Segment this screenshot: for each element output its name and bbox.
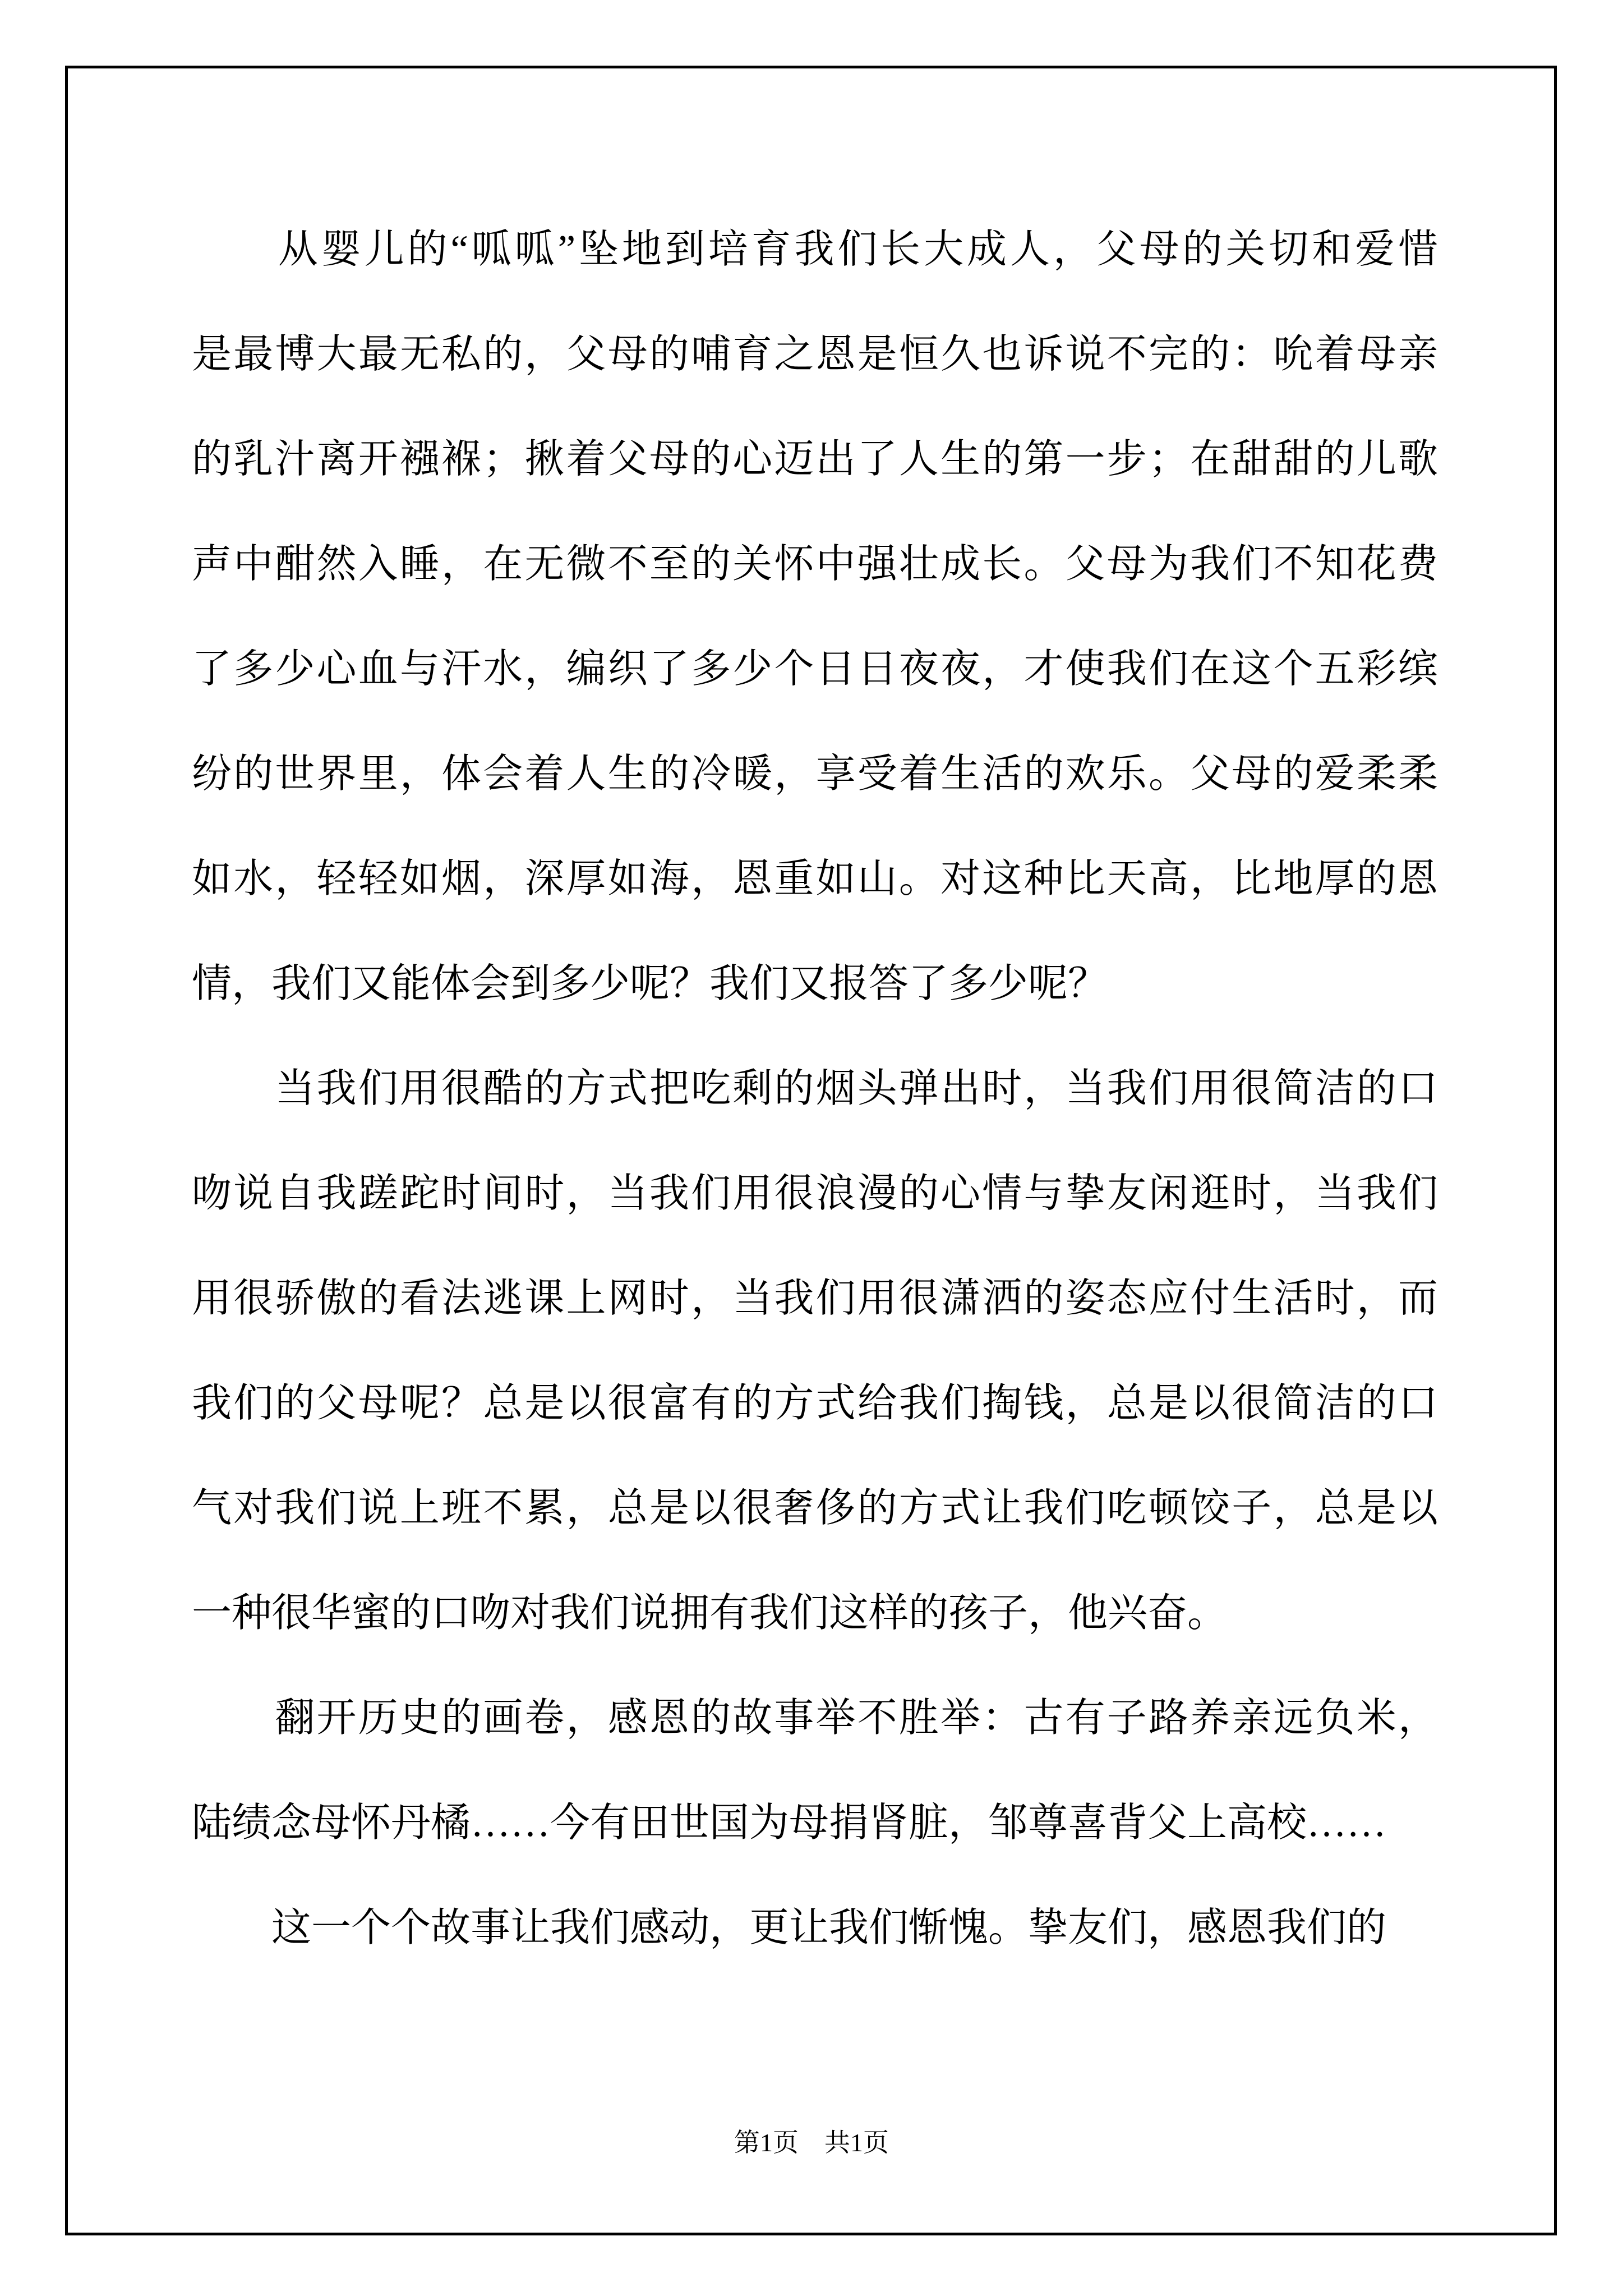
document-body (192, 197, 1438, 1981)
text-line: 吻说自我蹉跎时间时，当我们用很浪漫的心情与挚友闲逛时，当我们 (192, 1172, 1438, 1216)
text-line: 的乳汁离开襁褓；揪着父母的心迈出了人生的第一步；在甜甜的儿歌 (192, 438, 1438, 481)
text-line: 一种很华蜜的口吻对我们说拥有我们这样的孩子，他兴奋。 (192, 1591, 1228, 1635)
text-line: 当我们用很酷的方式把吃剩的烟头弹出时，当我们用很简洁的口 (192, 1067, 1438, 1111)
text-line: 气对我们说上班不累，总是以很奢侈的方式让我们吃顿饺子，总是以 (192, 1487, 1438, 1530)
text-line: 了多少心血与汗水，编织了多少个日日夜夜，才使我们在这个五彩缤 (192, 647, 1438, 691)
text-line: 陆绩念母怀丹橘……今有田世国为母捐肾脏，邹尊喜背父上高校…… (192, 1801, 1387, 1845)
text-line: 声中酣然入睡，在无微不至的关怀中强壮成长。父母为我们不知花费 (192, 542, 1438, 586)
text-line: 用很骄傲的看法逃课上网时，当我们用很潇洒的姿态应付生活时，而 (192, 1277, 1438, 1320)
page-number-text: 第1页 共1页 (734, 2128, 889, 2157)
text-line: 纷的世界里，体会着人生的冷暖，享受着生活的欢乐。父母的爱柔柔 (192, 752, 1438, 796)
text-line: 从婴儿的“呱呱”坠地到培育我们长大成人，父母的关切和爱惜 (192, 228, 1438, 272)
text-line: 翻开历史的画卷，感恩的故事举不胜举：古有子路养亲远负米， (192, 1696, 1438, 1740)
page-footer (0, 2125, 1623, 2160)
text-line: 情，我们又能体会到多少呢？我们又报答了多少呢？ (192, 962, 1108, 1006)
text-line: 是最博大最无私的，父母的哺育之恩是恒久也诉说不完的：吮着母亲 (192, 333, 1438, 376)
text-line: 如水，轻轻如烟，深厚如海，恩重如山。对这种比天高，比地厚的恩 (192, 857, 1438, 901)
text-line: 这一个个故事让我们感动，更让我们惭愧。挚友们，感恩我们的 (192, 1906, 1387, 1950)
text-line: 我们的父母呢？总是以很富有的方式给我们掏钱，总是以很简洁的口 (192, 1382, 1438, 1425)
